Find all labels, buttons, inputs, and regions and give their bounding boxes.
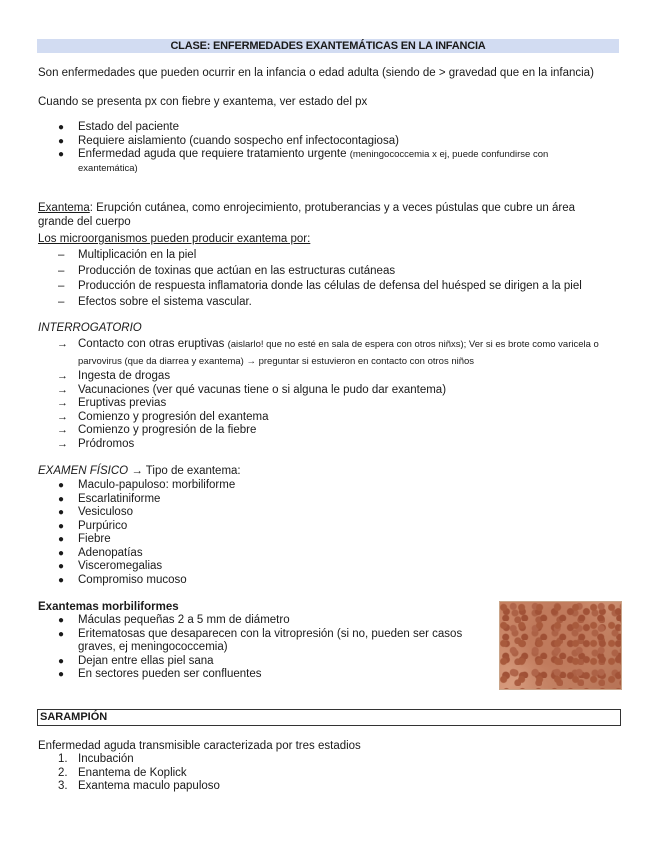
page-title: CLASE: ENFERMEDADES EXANTEMÁTICAS EN LA INFANCIA: [37, 39, 619, 53]
list-item: [38, 279, 648, 295]
list-item-text: En sectores pueden ser confluentes: [78, 668, 262, 680]
list-item: [38, 438, 598, 452]
intro-paragraph-2: Cuando se presenta px con fiebre y exantema, ver estado del px: [38, 96, 368, 108]
list-item: [38, 668, 478, 682]
stage-number: 1.: [58, 753, 68, 765]
list-item-note: (meningococcemia x ej, puede confundirse con exantemática): [78, 149, 549, 174]
examen-heading: [38, 464, 241, 478]
bullet-icon: ●: [58, 480, 65, 491]
stage-number: 3.: [58, 780, 68, 792]
bullet-icon: ●: [58, 507, 65, 518]
list-item: [38, 411, 598, 425]
list-item: [38, 479, 598, 493]
examen-heading-title: EXAMEN FÍSICO: [38, 465, 129, 477]
list-item-text: Incubación: [78, 753, 134, 765]
exantema-term: Exantema: [38, 202, 90, 214]
list-item-text: Contacto con otras eruptivas: [78, 338, 228, 350]
arrow-icon: →: [131, 465, 143, 477]
list-item: [38, 295, 598, 311]
list-item-text: Vesiculoso: [78, 506, 133, 518]
list-item-note: (aislarlo! que no esté en sala de espera con otros niñxs); Ver si es brote como varicela o parvovirus (que da diarrea y exantema) → preguntar si estuvieron en contacto con otros niños: [78, 339, 599, 367]
arrow-icon: →: [57, 437, 68, 450]
list-item: [38, 424, 598, 438]
dash-icon: –: [58, 264, 65, 277]
list-item: [38, 384, 598, 398]
bullet-icon: ●: [58, 615, 65, 626]
list-item: [38, 780, 598, 794]
list-item: [38, 148, 598, 175]
list-item: [38, 547, 598, 561]
section-header-sarampion: SARAMPIÓN: [37, 709, 621, 726]
list-item: [38, 614, 478, 628]
list-item-text: Adenopatías: [78, 546, 143, 559]
list-item-text: Requiere aislamiento (cuando sospecho enf infectocontagiosa): [78, 134, 399, 147]
list-item: [38, 121, 598, 135]
list-item: [38, 655, 478, 669]
dash-icon: –: [58, 280, 65, 292]
sarampion-intro: Enfermedad aguda transmisible caracterizada por tres estadios: [38, 740, 361, 752]
bullet-icon: ●: [58, 574, 65, 586]
arrow-icon: →: [57, 383, 68, 396]
examen-heading-suffix: Tipo de exantema:: [142, 465, 241, 477]
list-item-text: Dejan entre ellas piel sana: [78, 654, 214, 667]
bullet-icon: ●: [58, 561, 65, 572]
bullet-icon: ●: [58, 149, 65, 160]
list-item-text: Vacunaciones (ver qué vacunas tiene o si alguna le pudo dar exantema): [78, 383, 447, 396]
list-item: [38, 560, 598, 574]
list-item-text: Escarlatiniforme: [78, 492, 161, 505]
morbiliformes-heading: Exantemas morbiliformes: [38, 601, 179, 613]
stage-number: 2.: [58, 766, 68, 779]
interrogatorio-heading: INTERROGATORIO: [38, 322, 142, 334]
bullet-icon: ●: [58, 534, 65, 545]
intro-paragraph: Son enfermedades que pueden ocurrir en la infancia o edad adulta (siendo de > gravedad que en la infancia): [38, 67, 594, 79]
list-item-text: Eritematosas que desaparecen con la vitropresión (si no, pueden ser casos graves, ej meningococcemia): [78, 627, 463, 653]
list-item-text: Visceromegalias: [78, 560, 163, 572]
morbiliformes-list: [38, 614, 478, 682]
list-item-text: Exantema maculo papuloso: [78, 780, 220, 792]
arrow-icon: →: [57, 370, 68, 382]
micro-heading: Los microorganismos pueden producir exantema por:: [38, 233, 311, 245]
sarampion-stage-list: [38, 753, 598, 794]
list-item: [38, 506, 598, 520]
list-item: [38, 628, 478, 655]
bullet-icon: ●: [58, 655, 65, 667]
list-item: [38, 520, 598, 534]
bullet-icon: ●: [58, 547, 65, 559]
intro-bullet-list: [38, 121, 598, 175]
list-item: [38, 767, 598, 781]
list-item-text: Pródromos: [78, 437, 135, 450]
list-item-text: Producción de respuesta inflamatoria donde las células de defensa del huésped se dirigen a la piel: [78, 280, 582, 292]
list-item-text: Producción de toxinas que actúan en las estructuras cutáneas: [78, 264, 396, 277]
exantema-definition-text: : Erupción cutánea, como enrojecimiento, protuberancias y a veces pústulas que cubre un área grande del cuerpo: [38, 202, 575, 228]
list-item: [38, 533, 598, 547]
bullet-icon: ●: [58, 122, 65, 133]
list-item: [38, 574, 598, 588]
mechanism-list: [38, 248, 648, 310]
list-item-text: Máculas pequeñas 2 a 5 mm de diámetro: [78, 614, 290, 626]
bullet-icon: ●: [58, 628, 65, 640]
list-item-text: Ingesta de drogas: [78, 370, 171, 382]
examen-list: [38, 479, 598, 587]
list-item-text: Efectos sobre el sistema vascular.: [78, 295, 252, 308]
bullet-icon: ●: [58, 669, 65, 680]
list-item-text: Enantema de Koplick: [78, 766, 187, 779]
list-item-text: Compromiso mucoso: [78, 573, 187, 586]
list-item-text: Estado del paciente: [78, 121, 180, 133]
list-item-text: Purpúrico: [78, 519, 128, 532]
bullet-icon: ●: [58, 520, 65, 532]
list-item: [38, 135, 598, 149]
list-item-text: Eruptivas previas: [78, 397, 167, 409]
arrow-icon: →: [57, 424, 68, 436]
list-item-text: Comienzo y progresión de la fiebre: [78, 424, 257, 436]
dash-icon: –: [58, 249, 65, 261]
list-item-text: Fiebre: [78, 533, 111, 545]
bullet-icon: ●: [58, 493, 65, 505]
arrow-icon: →: [57, 410, 68, 423]
interrogatorio-list: [38, 336, 618, 451]
list-item: [38, 397, 598, 411]
arrow-icon: →: [57, 397, 68, 409]
arrow-icon: →: [57, 338, 68, 350]
list-item: [38, 753, 598, 767]
dash-icon: –: [58, 295, 65, 308]
list-item-text: Comienzo y progresión del exantema: [78, 410, 269, 423]
list-item-text: Enfermedad aguda que requiere tratamiento urgente: [78, 148, 350, 160]
list-item: [38, 336, 618, 370]
list-item: [38, 264, 598, 280]
skin-rash-photo: [499, 601, 622, 690]
list-item: [38, 370, 598, 384]
exantema-definition: [38, 201, 598, 229]
list-item-text: Multiplicación en la piel: [78, 249, 197, 261]
list-item: [38, 493, 598, 507]
list-item: [38, 248, 598, 264]
bullet-icon: ●: [58, 135, 65, 147]
list-item-text: Maculo-papuloso: morbiliforme: [78, 479, 236, 491]
